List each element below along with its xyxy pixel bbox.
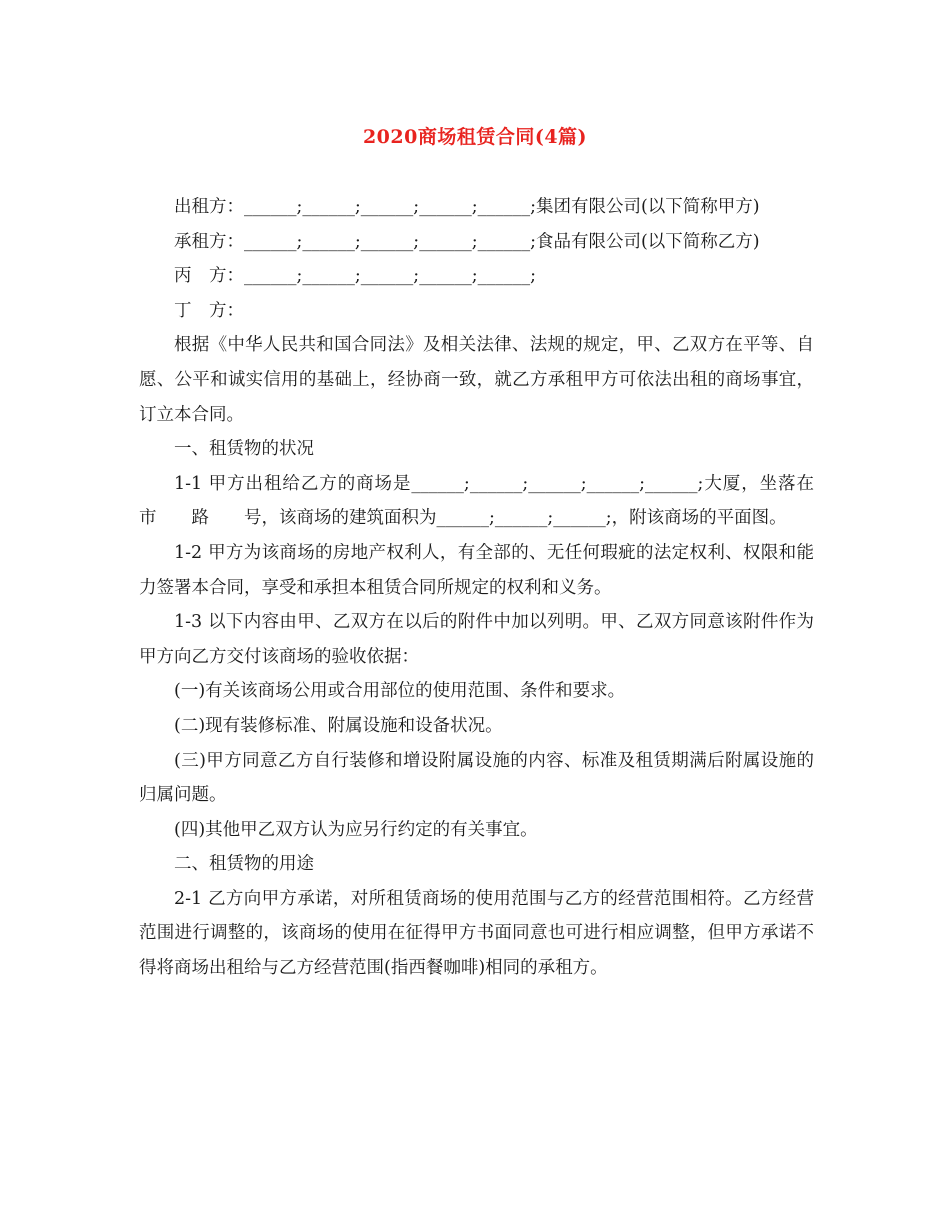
party-d: 丁 方： bbox=[174, 300, 244, 321]
party-c: 丙 方：______;______;______;______;______; bbox=[174, 266, 536, 287]
clause-1-3: 1-3 以下内容由甲、乙双方在以后的附件中加以列明。甲、乙双方同意该附件作为甲方向乙方交付该商场的验收依据： bbox=[139, 612, 814, 667]
preamble: 根据《中华人民共和国合同法》及相关法律、法规的规定，甲、乙双方在平等、自愿、公平和诚实信用的基础上，经协商一致，就乙方承租甲方可依法出租的商场事宜，订立本合同。 bbox=[139, 335, 814, 425]
party-lessor: 出租方：______;______;______;______;______;集团有限公司(以下简称甲方) bbox=[174, 197, 760, 217]
clause-1-3-item-4: (四)其他甲乙双方认为应另行约定的有关事宜。 bbox=[174, 819, 538, 840]
section-heading-1: 一、租赁物的状况 bbox=[174, 439, 314, 460]
clause-1-3-item-2: (二)现有装修标准、附属设施和设备状况。 bbox=[174, 715, 503, 736]
document-body bbox=[139, 190, 849, 986]
clause-1-3-item-1: (一)有关该商场公用或合用部位的使用范围、条件和要求。 bbox=[174, 681, 626, 702]
party-lessee: 承租方：______;______;______;______;______;食品有限公司(以下简称乙方) bbox=[174, 231, 760, 252]
clause-1-3-item-3: (三)甲方同意乙方自行装修和增设附属设施的内容、标准及租赁期满后附属设施的归属问题。 bbox=[139, 750, 814, 806]
section-heading-2: 二、租赁物的用途 bbox=[174, 854, 314, 875]
document-title: 2020商场租赁合同(4篇) bbox=[362, 126, 588, 148]
clause-2-1: 2-1 乙方向甲方承诺，对所租赁商场的使用范围与乙方的经营范围相符。乙方经营范围进行调整的，该商场的使用在征得甲方书面同意也可进行相应调整，但甲方承诺不得将商场出租给与乙方经营范围(指西餐咖啡)相同的承租方。 bbox=[139, 888, 814, 979]
clause-1-2: 1-2 甲方为该商场的房地产权利人，有全部的、无任何瑕疵的法定权利、权限和能力签署本合同，享受和承担本租赁合同所规定的权利和义务。 bbox=[139, 542, 814, 598]
clause-1-1: 1-1 甲方出租给乙方的商场是______;______;______;______;______;大厦，坐落在 市 路 号，该商场的建筑面积为______;______;______;，附该商场的平面图。 bbox=[139, 473, 849, 529]
